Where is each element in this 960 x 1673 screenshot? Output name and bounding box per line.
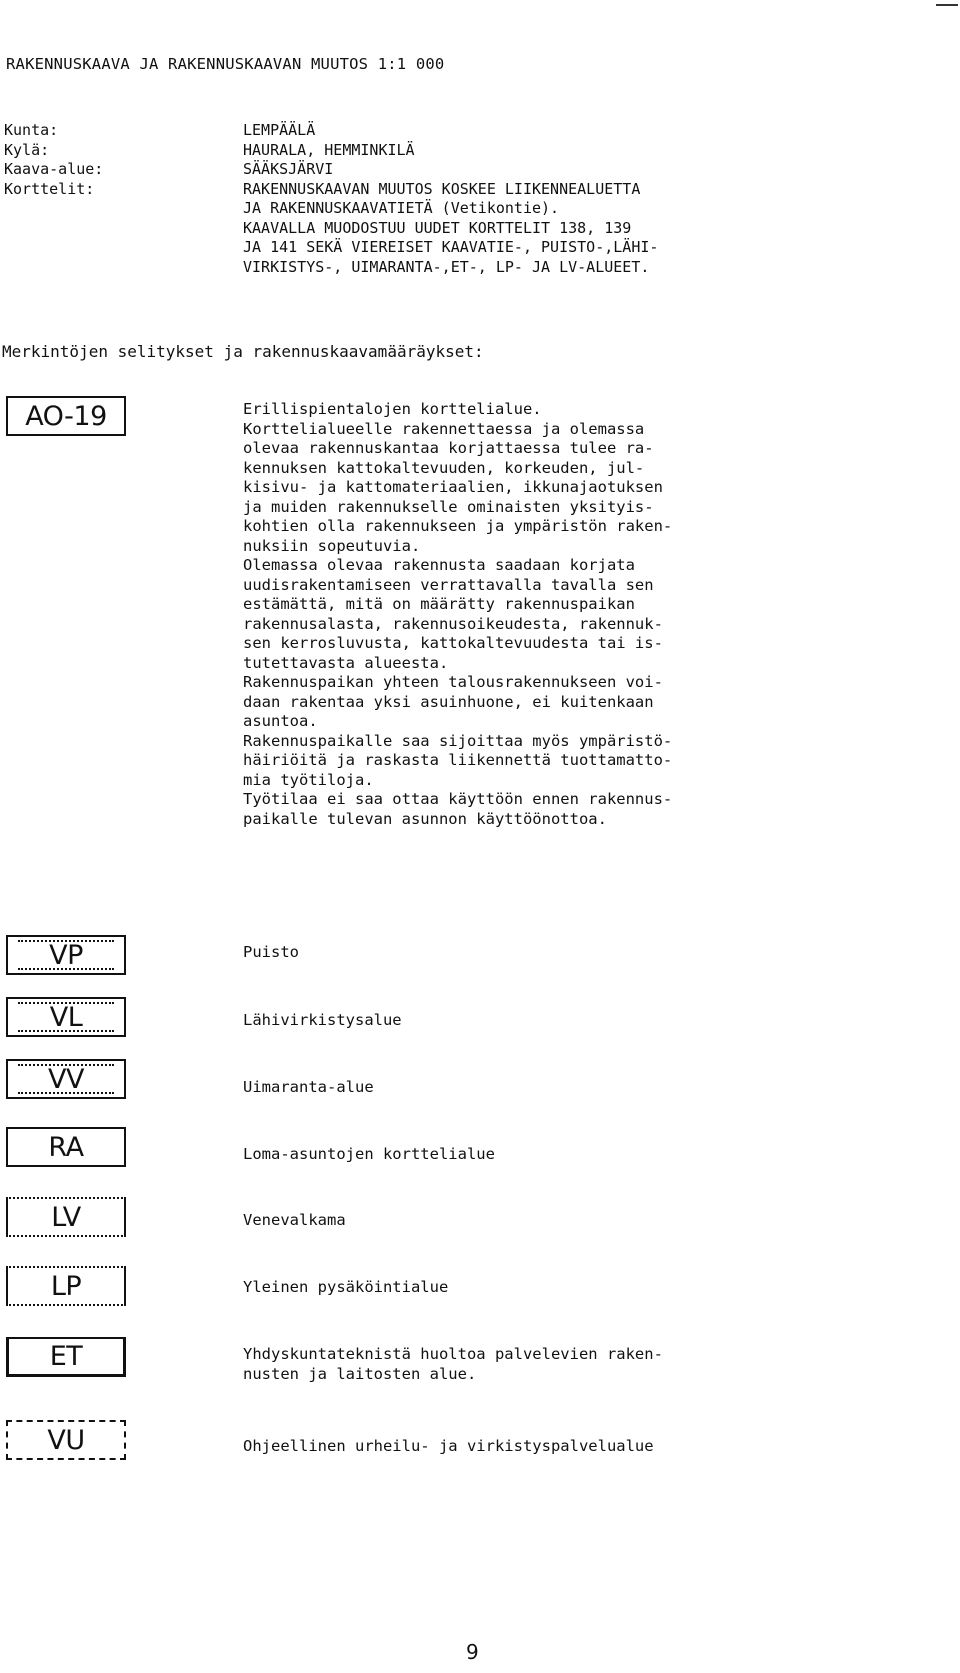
legend-text-vp: Puisto <box>243 943 299 961</box>
legend-text-vl: Lähivirkistysalue <box>243 1011 402 1029</box>
legend-symbol-lp: LP <box>6 1266 126 1306</box>
ao-line: sen kerrosluvusta, kattokaltevuudesta tai is- <box>243 634 663 652</box>
meta-label-kyla: Kylä: <box>4 140 50 159</box>
legend-heading: Merkintöjen selitykset ja rakennuskaavamääräykset: <box>2 342 484 361</box>
ao-description <box>243 400 672 829</box>
ao-line: kennuksen kattokaltevuuden, korkeuden, jul- <box>243 458 645 477</box>
ao-line: estämättä, mitä on määrätty rakennuspaikan <box>243 595 635 613</box>
ao-line: kisivu- ja kattomateriaalien, ikkunajaotuksen <box>243 478 663 496</box>
legend-text-et-line: Yhdyskuntateknistä huoltoa palvelevien raken- <box>243 1345 663 1363</box>
legend-symbol-lv: LV <box>6 1197 126 1237</box>
ao-line: daan rakentaa yksi asuinhuone, ei kuitenkaan <box>243 692 654 711</box>
meta-value-line: KAAVALLA MUODOSTUU UUDET KORTTELIT 138, 139 <box>243 218 632 237</box>
meta-value-line: SÄÄKSJÄRVI <box>243 160 334 178</box>
page-title: RAKENNUSKAAVA JA RAKENNUSKAAVAN MUUTOS 1:1 000 <box>6 55 445 73</box>
ao-line: rakennusalasta, rakennusoikeudesta, rakennuk- <box>243 614 663 633</box>
legend-text-vv: Uimaranta-alue <box>243 1078 374 1096</box>
legend-symbol-vp: VP <box>6 935 126 975</box>
meta-value-line: JA 141 SEKÄ VIEREISET KAAVATIE-, PUISTO-,LÄHI- <box>243 238 659 256</box>
ao-line: Rakennuspaikalle saa sijoittaa myös ympäristö- <box>243 731 673 750</box>
legend-text-lv: Venevalkama <box>243 1211 346 1229</box>
ao-line: ja muiden rakennukselle ominaisten yksityis- <box>243 497 654 516</box>
ao-line: Erillispientalojen korttelialue. <box>243 400 542 418</box>
meta-label-kunta: Kunta: <box>4 121 59 139</box>
meta-value-line: LEMPÄÄLÄ <box>243 121 316 139</box>
legend-text-et <box>243 1345 663 1384</box>
ao-line: Rakennuspaikan yhteen talousrakennukseen voi- <box>243 673 663 691</box>
ao-line: olevaa rakennuskantaa korjattaessa tulee ra- <box>243 439 654 457</box>
ao-line: kohtien olla rakennukseen ja ympäristön raken- <box>243 517 673 535</box>
meta-value-line: VIRKISTYS-, UIMARANTA-,ET-, LP- JA LV-ALUEET. <box>243 257 650 276</box>
ao-line: tutettavasta alueesta. <box>243 653 449 672</box>
ao-line: Olemassa olevaa rakennusta saadaan korjata <box>243 556 635 574</box>
ao-line: paikalle tulevan asunnon käyttöönottoa. <box>243 809 607 828</box>
ao-line: Korttelialueelle rakennettaessa ja olemassa <box>243 419 645 438</box>
legend-text-ra: Loma-asuntojen korttelialue <box>243 1145 495 1163</box>
ao-line: Työtilaa ei saa ottaa käyttöön ennen rakennus- <box>243 790 673 808</box>
ao-line: uudisrakentamiseen verrattavalla tavalla sen <box>243 575 654 594</box>
legend-symbol-vv: VV <box>6 1059 126 1099</box>
legend-text-vu: Ohjeellinen urheilu- ja virkistyspalvelualue <box>243 1437 654 1455</box>
legend-symbol-vu: VU <box>6 1420 126 1460</box>
meta-label-korttelit: Korttelit: <box>4 179 95 198</box>
legend-text-et-line: nusten ja laitosten alue. <box>243 1364 477 1383</box>
meta-values <box>243 121 658 277</box>
ao-line: häiriöitä ja raskasta liikennettä tuottamatto- <box>243 751 673 769</box>
meta-value-line: JA RAKENNUSKAAVATIETÄ (Vetikontie). <box>243 199 560 217</box>
ao-line: nuksiin sopeutuvia. <box>243 536 421 555</box>
legend-symbol-ra: RA <box>6 1127 126 1167</box>
ao-line: mia työtiloja. <box>243 770 374 789</box>
legend-symbol-ao: AO-19 <box>6 396 126 436</box>
corner-mark <box>936 4 958 6</box>
meta-value-line: RAKENNUSKAAVAN MUUTOS KOSKEE LIIKENNEALUETTA <box>243 179 641 198</box>
legend-text-lp: Yleinen pysäköintialue <box>243 1278 449 1296</box>
meta-value-line: HAURALA, HEMMINKILÄ <box>243 140 415 159</box>
legend-symbol-et: ET <box>6 1337 126 1377</box>
page-number: 9 <box>466 1640 479 1664</box>
legend-symbol-vl: VL <box>6 997 126 1037</box>
meta-label-kaava-alue: Kaava-alue: <box>4 160 104 178</box>
ao-line: asuntoa. <box>243 712 318 730</box>
meta-labels <box>4 121 103 199</box>
